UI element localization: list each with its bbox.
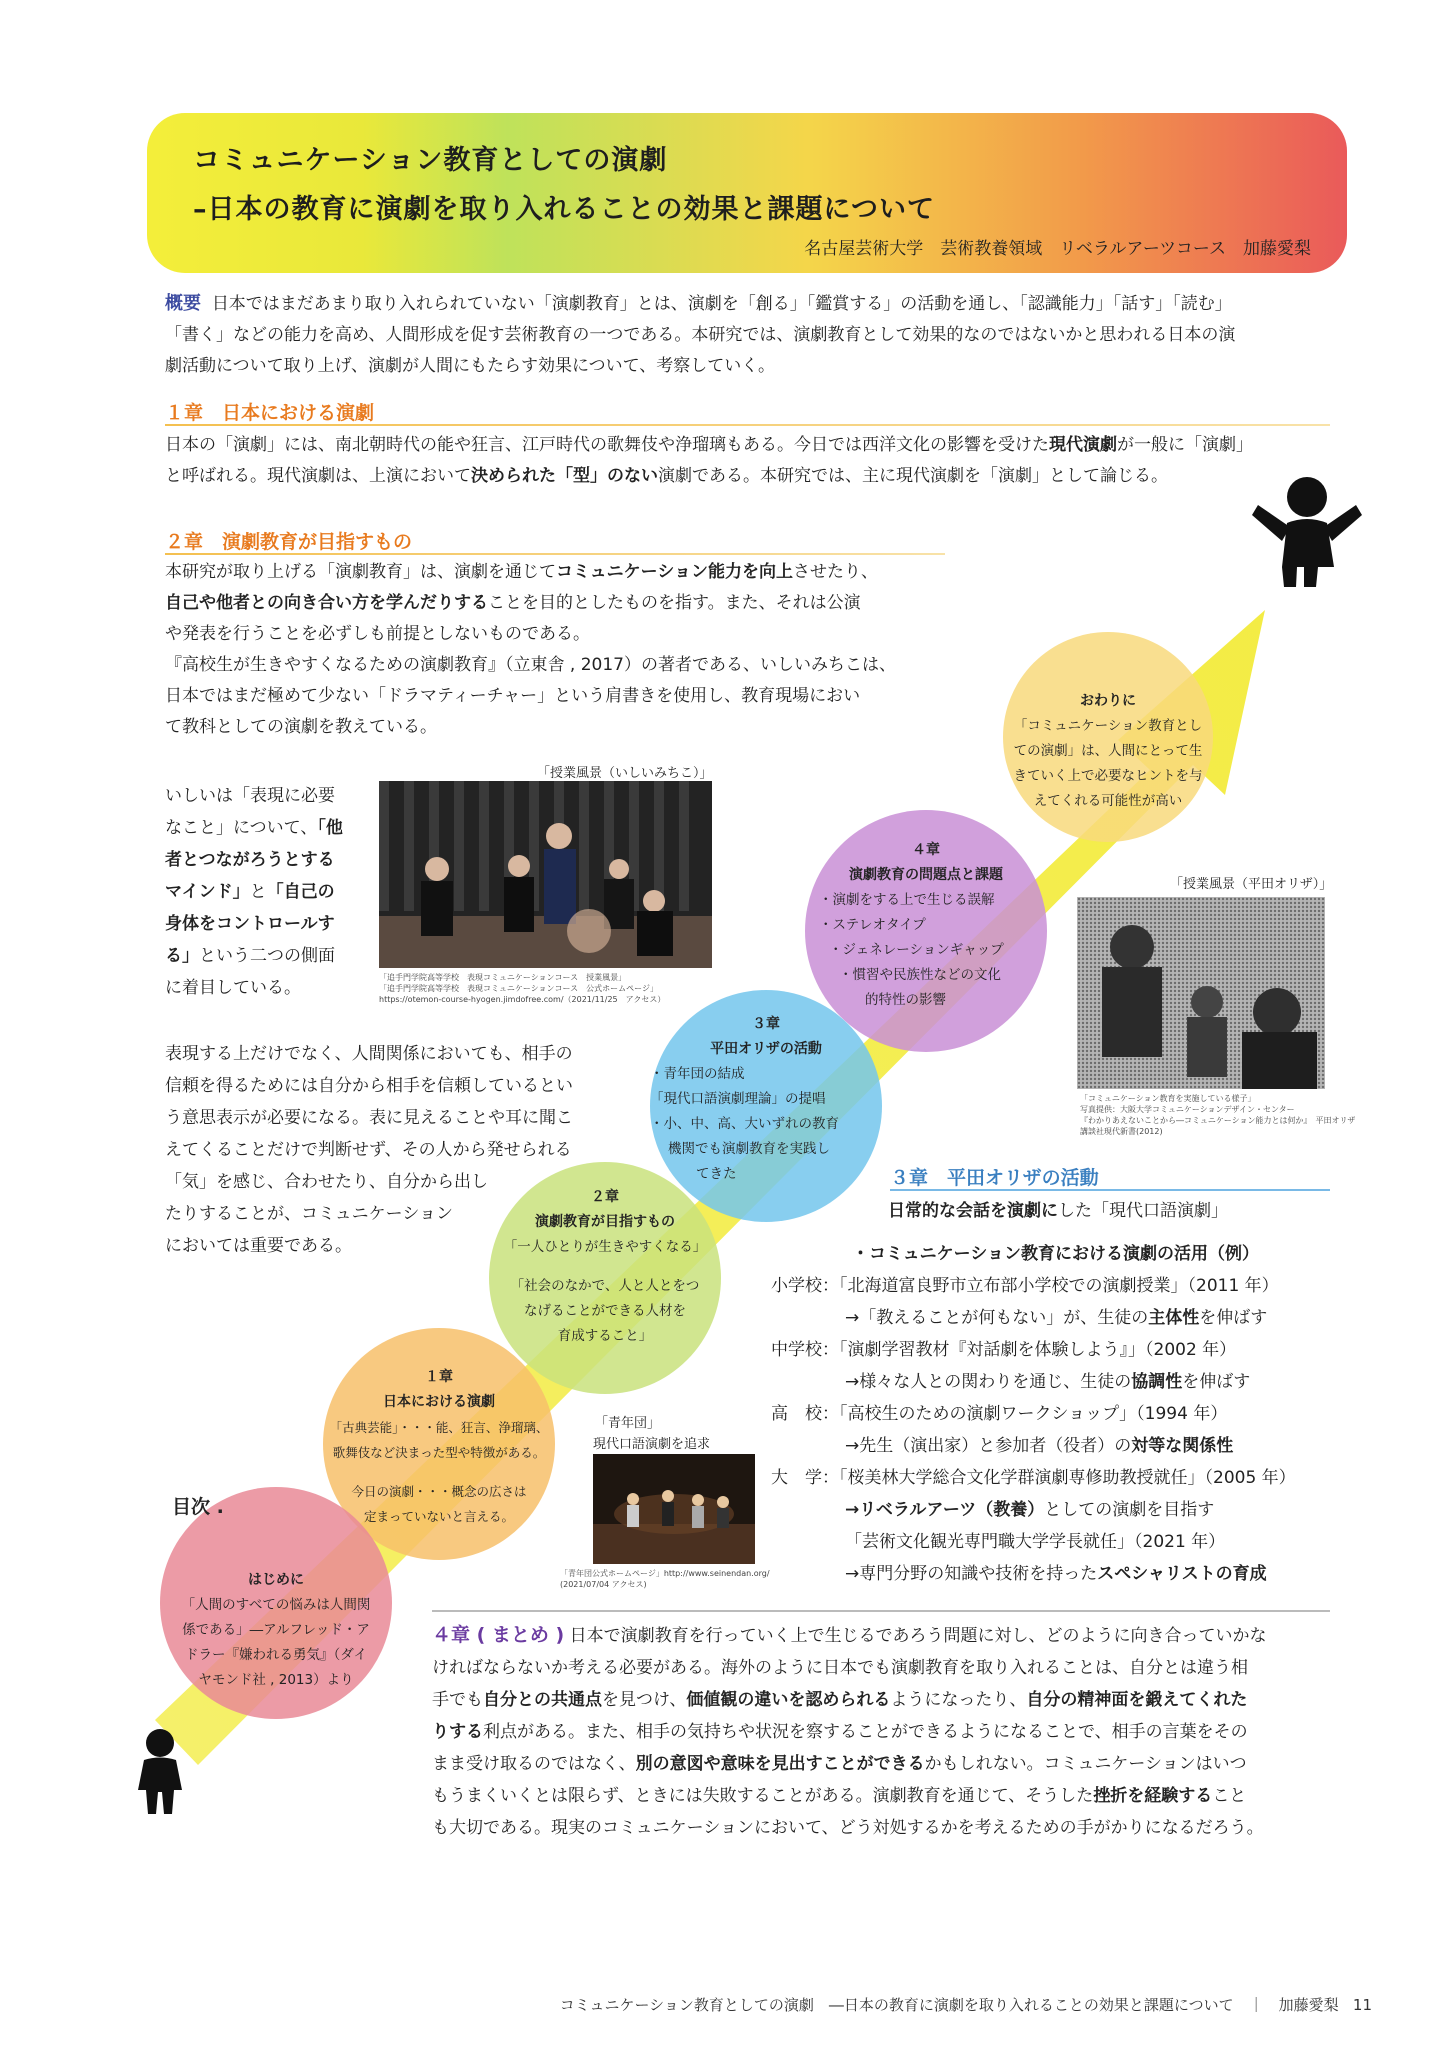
page-subtitle: –日本の教育に演劇を取り入れることの効果と課題について xyxy=(193,194,935,225)
circle-chapter1-text: １章 日本における演劇 「古典芸能」・・・能、狂言、浄瑠璃、 歌舞伎など決まった型や特徴がある。 今日の演劇・・・概念の広さは 定まっていないと言える。 xyxy=(329,1369,549,1524)
relationship-text: 表現する上だけでなく、人間関係においても、相手の 信頼を得るためには自分から相手を信頼しているとい う意思表示が必要になる。表に見えることや耳に聞こ えてくることだけで判断せず、その人から発せられる 「気」を感じ、合わせたり、自分から出し たりすることが、コミュニケーション においては重要である。 xyxy=(165,1044,573,1256)
photo3-illustration xyxy=(593,1454,755,1564)
abstract-label: 概要 xyxy=(165,293,201,314)
photo3-caption: 「青年団公式ホームページ」http://www.seinendan.org/ (2021/07/04 アクセス) xyxy=(560,1569,770,1589)
circle-chapter3-text: ３章 平田オリザの活動 ・青年団の結成 「現代口語演劇理論」の提唱 ・小、中、高、大いずれの教育 機関でも演劇教育を実践し てきた xyxy=(650,1016,839,1182)
photo-ishii-class xyxy=(379,781,712,968)
footer-text: コミュニケーション教育としての演劇 ―日本の教育に演劇を取り入れることの効果と課題について ｜ 加藤愛梨 xyxy=(559,1996,1339,2014)
photo3-label: 「青年団」 xyxy=(595,1416,661,1431)
page-footer xyxy=(560,1994,1372,2015)
photo3-sublabel: 現代口語演劇を追求 xyxy=(593,1437,711,1452)
photo2-caption: 「コミュニケーション教育を実施している様子」 写真提供：大阪大学コミュニケーションデザイン・センター 『わかりあえないことから―コミュニケーション能力とは何か』 平田オリザ 講談社現代新書(2012) xyxy=(1080,1094,1356,1136)
chapter1-text: 日本の「演劇」には、南北朝時代の能や狂言、江戸時代の歌舞伎や浄瑠璃もある。今日では西洋文化の影響を受けた現代演劇が一般に「演劇」 と呼ばれる。現代演劇は、上演において決められた「型」のない演劇である。本研究では、主に現代演劇を「演劇」として論じる。 xyxy=(165,435,1253,486)
toc-label: 目次 . xyxy=(172,1496,224,1518)
photo-seinendan xyxy=(593,1454,755,1564)
photo-hirata-class xyxy=(1077,897,1325,1089)
chapter3-rule xyxy=(890,1189,1330,1191)
photo2-illustration xyxy=(1077,897,1325,1089)
circle-introduction-text: はじめに 「人間のすべての悩みは人間関 係である」―アルフレッド・ア ドラー『嫌われる勇気』（ダイ ヤモンド社 , 2013）より xyxy=(181,1572,371,1688)
chapter1-heading: １章 日本における演劇 xyxy=(165,402,375,424)
circle-chapter4-text: ４章 演劇教育の問題点と課題 ・演劇をする上で生じる誤解 ・ステレオタイプ ・ジェネレーションギャップ ・慣習や民族性などの文化 的特性の影響 xyxy=(819,842,1004,1008)
circle-conclusion-text: おわりに 「コミュニケーション教育とし ての演劇」は、人間にとって生 きていく上で必要なヒントを与 えてくれる可能性が高い xyxy=(1013,693,1203,809)
chapter3-heading: ３章 平田オリザの活動 xyxy=(890,1167,1099,1189)
chapter4-text: ４章 ( まとめ ) 日本で演劇教育を行っていく上で生じるであろう問題に対し、どのように向き合っていかな ければならないか考える必要がある。海外のように日本でも演劇教育を取り入れることは、自分とは違う相 手でも自分との共通点を見つけ、価値観の違いを認められるようになったり、自分の精神面を鍛えてくれた りする利点がある。また、相手の気持ちや状況を察することができるようになることで、相手の言葉をその まま受け取るのではなく、別の意図や意味を見出すことができるかもしれない。コミュニケーションはいつ もうまくいくとは限らず、ときには失敗することがある。演劇教育を通じて、そうした挫折を経験すること も大切である。現実のコミュニケーションにおいて、どう対処するかを考えるための手がかりになるだろう。 xyxy=(432,1624,1267,1838)
photo2-label: 「授業風景（平田オリザ）」 xyxy=(1170,877,1333,892)
chapter3-examples: 小学校：「北海道富良野市立布部小学校での演劇授業」（2011 年） →「教えることが何もない」が、生徒の主体性を伸ばす 中学校：「演劇学習教材『対話劇を体験しよう』」（2002 年） →様々な人との関わりを通じ、生徒の協調性を伸ばす 高 校：「高校生のための演劇ワークショップ」（1994 年） →先生（演出家）と参加者（役者）の対等な関係性 大 学：「桜美林大学総合文化学群演劇専修助教授就任」（2005 年） →リベラルアーツ（教養）としての演劇を目指す 「芸術文化観光専門職大学学長就任」（2021 年） →専門分野の知識や技術を持ったスペシャリストの育成 xyxy=(771,1276,1296,1584)
chapter2-rule xyxy=(165,553,945,555)
ishii-focus-text: いしいは「表現に必要 なこと」について、「他 者とつながろうとする マインド」と「自己の 身体をコントロールす る」という二つの側面 に着目している。 xyxy=(165,786,343,998)
chapter4-rule xyxy=(432,1610,1330,1612)
chapter3-lead: 日常的な会話を演劇にした「現代口語演劇」 xyxy=(888,1201,1228,1221)
chapter4-heading: ４章 ( まとめ ) xyxy=(432,1624,565,1646)
affiliation: 名古屋芸術大学 芸術教養領域 リベラルアーツコース 加藤愛梨 xyxy=(804,239,1311,259)
person-cheering-icon xyxy=(1252,475,1362,590)
photo1-illustration xyxy=(379,781,712,968)
photo1-caption: 「追手門学院高等学校 表現コミュニケーションコース 授業風景」 「追手門学院高等学校 表現コミュニケーションコース 公式ホームページ」 https://otemon-course-hyogen.jimdofree.com/（2021/11/25 アクセス） xyxy=(379,973,666,1004)
circle-chapter2-text: ２章 演劇教育が目指すもの 「一人ひとりが生きやすくなる」 「社会のなかで、人と人とをつ なげることができる人材を 育成すること」 xyxy=(503,1189,707,1344)
chapter2-heading: ２章 演劇教育が目指すもの xyxy=(165,531,413,553)
abstract: 概要 日本ではまだあまり取り入れられていない「演劇教育」とは、演劇を「創る」「鑑賞する」の活動を通し、「認識能力」「話す」「読む」 「書く」などの能力を高め、人間形成を促す芸術教育の一つである。本研究では、演劇教育として効果的なのではないかと思われる日本の演 劇活動について取り上げ、演劇が人間にもたらす効果について、考察していく。 xyxy=(165,293,1236,376)
page-title: コミュニケーション教育としての演劇 xyxy=(193,145,668,176)
chapter3-subheading: ・コミュニケーション教育における演劇の活用（例） xyxy=(852,1244,1259,1264)
chapter2-text: 本研究が取り上げる「演劇教育」は、演劇を通じてコミュニケーション能力を向上させたり、 自己や他者との向き合い方を学んだりすることを目的としたものを指す。また、それは公演 や発表を行うことを必ずしも前提としないものである。 『高校生が生きやすくなるための演劇教育』（立東舎 , 2017）の著者である、いしいみちこは、 日本ではまだ極めて少ない「ドラマティーチャー」という肩書きを使用し、教育現場におい て教科としての演劇を教えている。 xyxy=(165,562,896,737)
photo1-label: 「授業風景（いしいみちこ）」 xyxy=(537,766,713,781)
person-standing-icon xyxy=(130,1728,190,1816)
page-number: 11 xyxy=(1352,1996,1372,2014)
